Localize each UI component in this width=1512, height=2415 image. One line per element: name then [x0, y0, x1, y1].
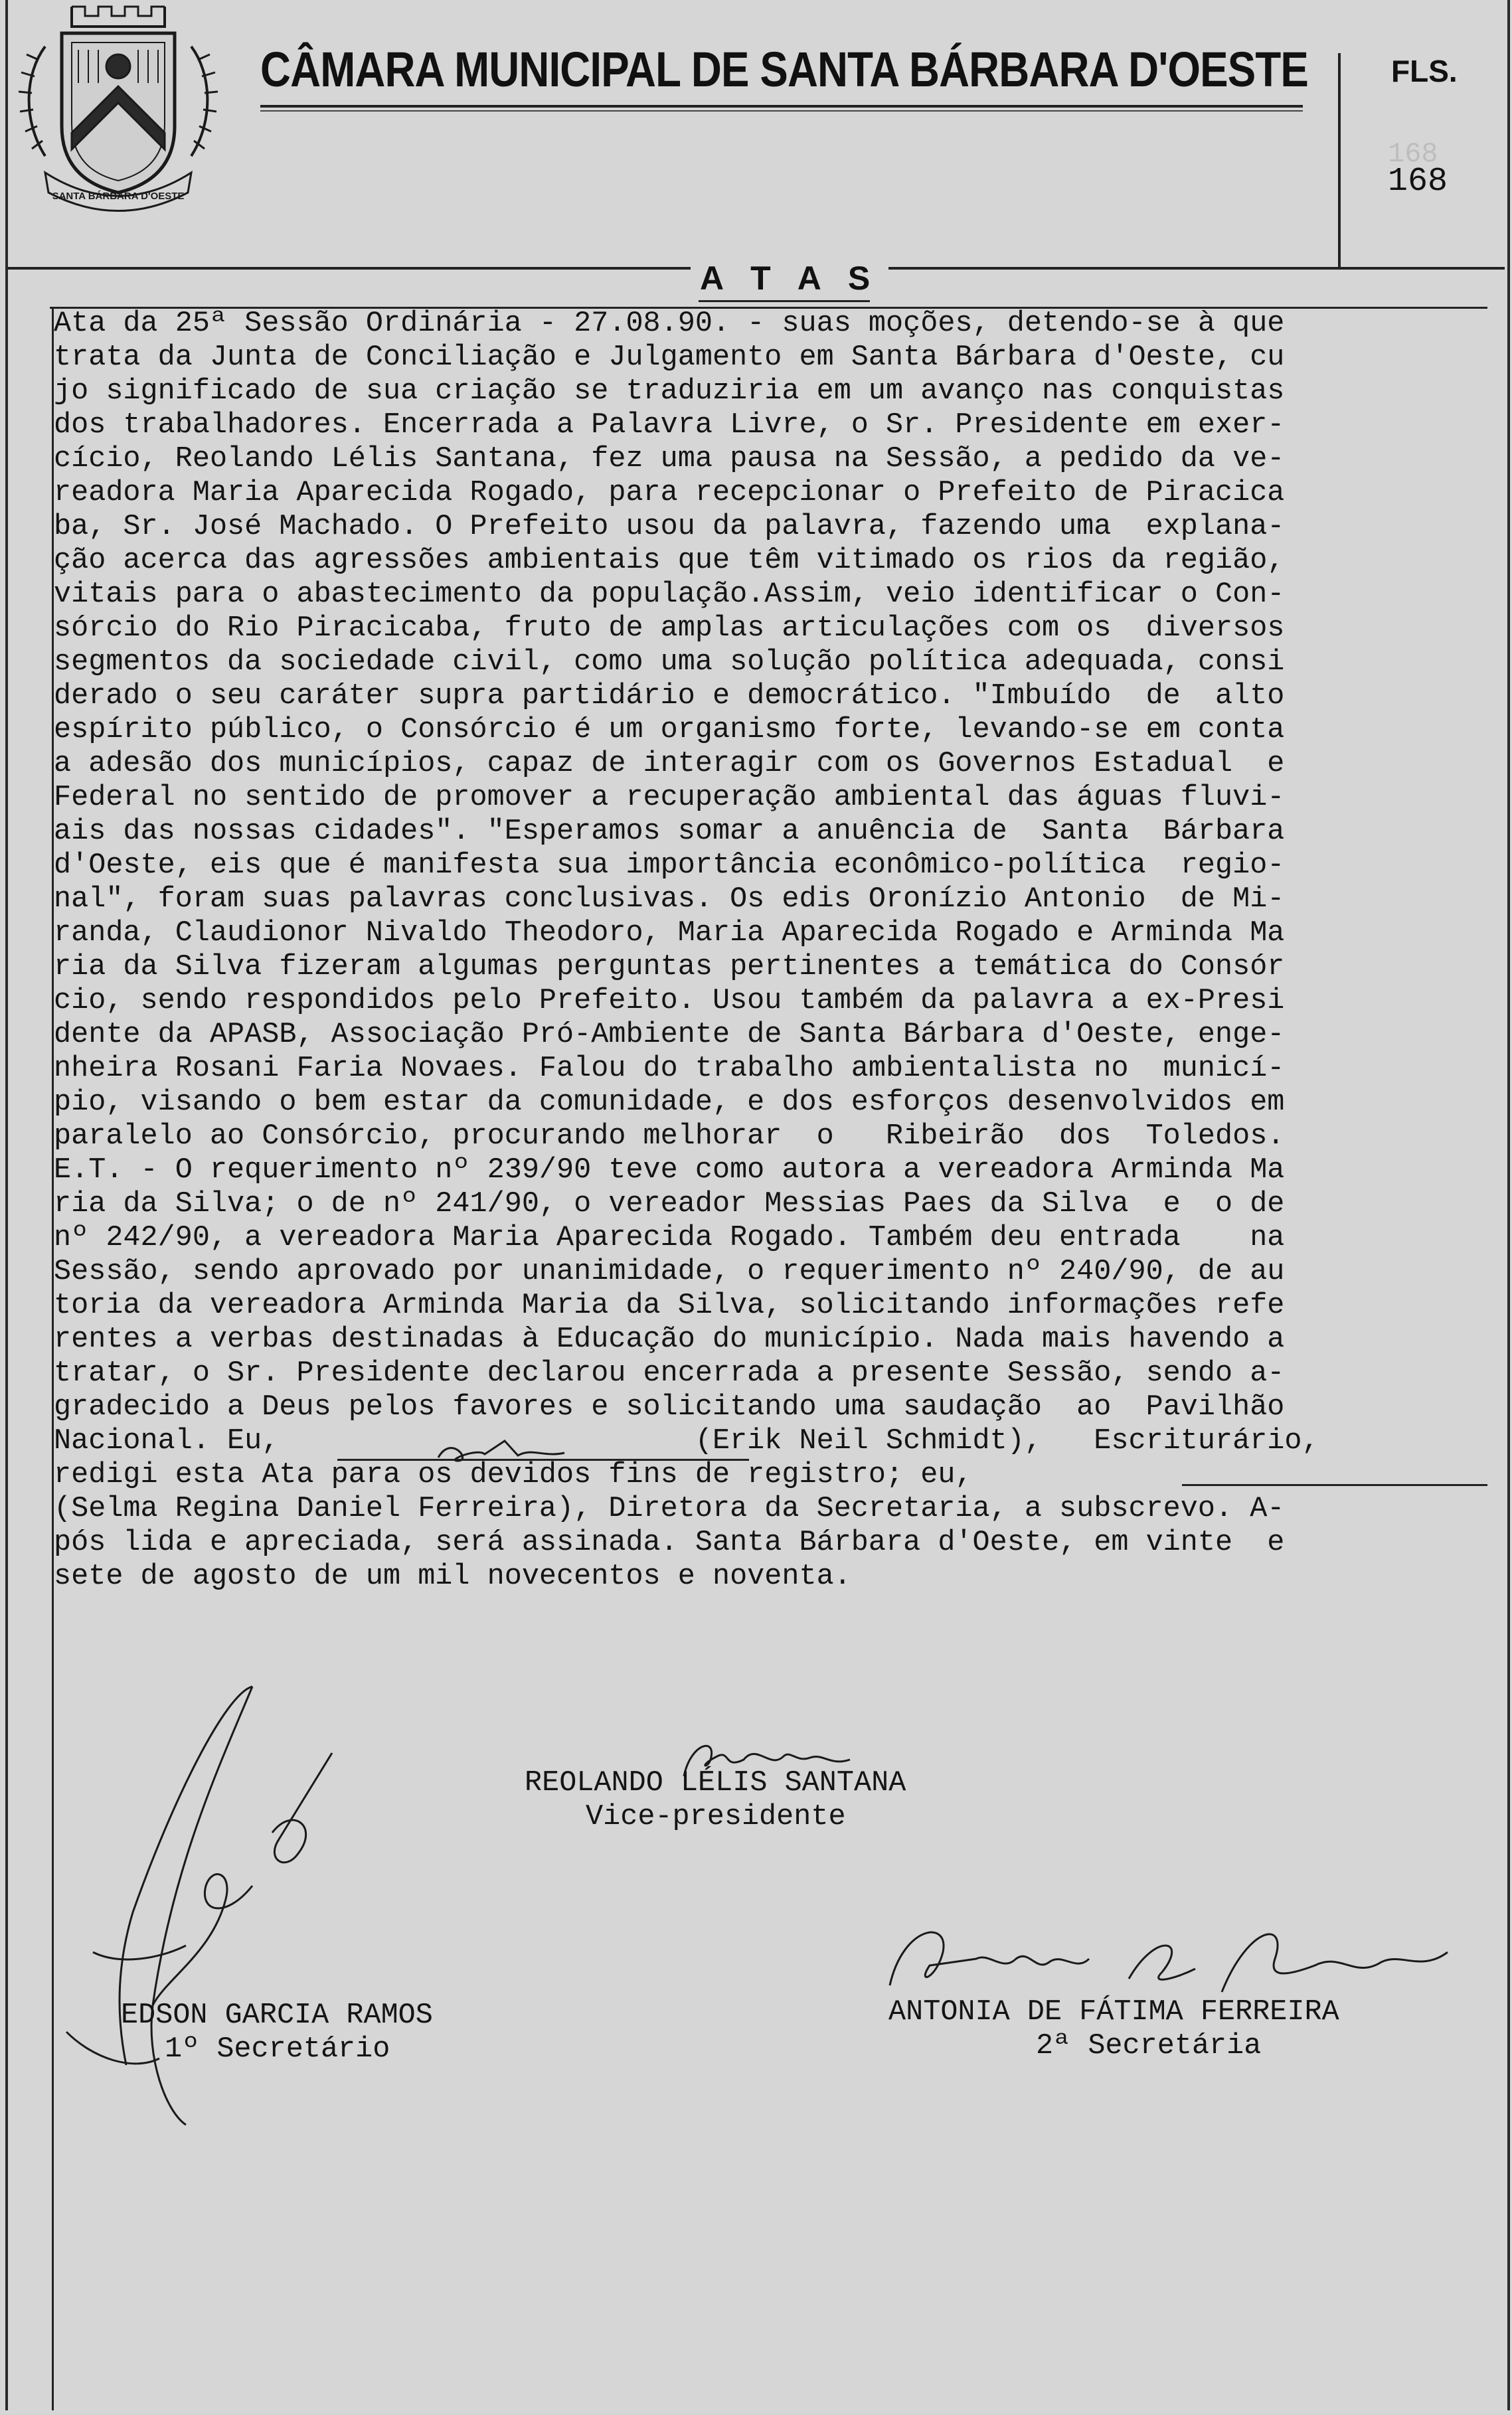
minutes-line: dos trabalhadores. Encerrada a Palavra Livre, o Sr. Presidente em exer-: [54, 409, 1285, 442]
folio-box-divider: [1338, 53, 1341, 267]
clerk-signature-icon: [432, 1428, 578, 1467]
minutes-line: E.T. - O requerimento nº 239/90 teve como autora a vereadora Arminda Ma: [54, 1154, 1285, 1187]
minutes-line: pio, visando o bem estar da comunidade, e dos esforços desenvolvidos em: [54, 1086, 1285, 1119]
header-rule-thin: [260, 110, 1303, 112]
minutes-line: dente da APASB, Associação Pró-Ambiente de Santa Bárbara d'Oeste, enge-: [54, 1019, 1285, 1051]
minutes-line: Nacional. Eu, (Erik Neil Schmidt), Escriturário,: [54, 1425, 1319, 1457]
minutes-line: d'Oeste, eis que é manifesta sua importância econômico-política regio-: [54, 849, 1285, 882]
minutes-line: Ata da 25ª Sessão Ordinária - 27.08.90. - suas moções, detendo-se à que: [54, 307, 1285, 340]
minutes-line: paralelo ao Consórcio, procurando melhorar o Ribeirão dos Toledos.: [54, 1120, 1285, 1153]
minutes-line: readora Maria Aparecida Rogado, para recepcionar o Prefeito de Piracica: [54, 477, 1285, 509]
director-signature-line: [1182, 1484, 1487, 1486]
first-secretary-role: 1º Secretário: [165, 2033, 390, 2066]
minutes-line: ais das nossas cidades". "Esperamos somar a anuência de Santa Bárbara: [54, 815, 1285, 848]
minutes-line: sete de agosto de um mil novecentos e noventa.: [54, 1560, 851, 1593]
minutes-line: nal", foram suas palavras conclusivas. Os edis Oronízio Antonio de Mi-: [54, 883, 1285, 916]
minutes-line: a adesão dos municípios, capaz de interagir com os Governos Estadual e: [54, 748, 1285, 780]
minutes-line: nº 242/90, a vereadora Maria Aparecida Rogado. Também deu entrada na: [54, 1222, 1285, 1254]
header-rule: [260, 105, 1303, 108]
minutes-line: trata da Junta de Conciliação e Julgamento em Santa Bárbara d'Oeste, cu: [54, 341, 1285, 374]
municipal-crest-icon: [19, 0, 218, 212]
minutes-line: cício, Reolando Lélis Santana, fez uma pausa na Sessão, a pedido da ve-: [54, 443, 1285, 475]
crest-ribbon-text: SANTA BÁRBARA D'OESTE: [52, 191, 185, 202]
second-secretary-role: 2ª Secretária: [1036, 2030, 1262, 2062]
minutes-line: cio, sendo respondidos pelo Prefeito. Usou também da palavra a ex-Presi: [54, 985, 1285, 1017]
minutes-line: Sessão, sendo aprovado por unanimidade, o requerimento nº 240/90, de au: [54, 1256, 1285, 1288]
minutes-line: derado o seu caráter supra partidário e democrático. "Imbuído de alto: [54, 680, 1285, 712]
minutes-line: jo significado de sua criação se traduziria em um avanço nas conquistas: [54, 375, 1285, 408]
minutes-line: segmentos da sociedade civil, como uma solução política adequada, consi: [54, 646, 1285, 679]
minutes-line: rentes a verbas destinadas à Educação do município. Nada mais havendo a: [54, 1323, 1285, 1356]
second-secretary-signature-icon: [877, 1912, 1474, 2005]
minutes-line: vitais para o abastecimento da população.Assim, veio identificar o Con-: [54, 578, 1285, 611]
text-frame-left-lower: [52, 1594, 54, 2410]
minutes-line: ba, Sr. José Machado. O Prefeito usou da palavra, fazendo uma explana-: [54, 511, 1285, 543]
minutes-line: nheira Rosani Faria Novaes. Falou do trabalho ambientalista no municí-: [54, 1052, 1285, 1085]
organization-name: CÂMARA MUNICIPAL DE SANTA BÁRBARA D'OESTE: [260, 42, 1308, 97]
minutes-line: Federal no sentido de promover a recuperação ambiental das águas fluvi-: [54, 782, 1285, 814]
second-secretary-name: ANTONIA DE FÁTIMA FERREIRA: [888, 1996, 1339, 2029]
minutes-line: ção acerca das agressões ambientais que têm vitimado os rios da região,: [54, 544, 1285, 577]
minutes-line: espírito público, o Consórcio é um organismo forte, levando-se em conta: [54, 714, 1285, 746]
minutes-line: tratar, o Sr. Presidente declarou encerrada a presente Sessão, sendo a-: [54, 1357, 1285, 1390]
president-role: Vice-presidente: [586, 1801, 846, 1833]
minutes-line: randa, Claudionor Nivaldo Theodoro, Maria Aparecida Rogado e Arminda Ma: [54, 917, 1285, 950]
folio-number: 168: [1388, 163, 1448, 201]
minutes-line: gradecido a Deus pelos favores e solicitando uma saudação ao Pavilhão: [54, 1391, 1285, 1424]
folio-label: FLS.: [1391, 54, 1458, 88]
section-title: A T A S: [691, 259, 888, 297]
section-title-underline: [699, 300, 870, 302]
minutes-line: ria da Silva fizeram algumas perguntas pertinentes a temática do Consór: [54, 951, 1285, 983]
minutes-line: sórcio do Rio Piracicaba, fruto de amplas articulações com os diversos: [54, 612, 1285, 645]
minutes-line: toria da vereadora Arminda Maria da Silva, solicitando informações refe: [54, 1290, 1285, 1322]
minutes-line: (Selma Regina Daniel Ferreira), Diretora da Secretaria, a subscrevo. A-: [54, 1493, 1285, 1525]
first-secretary-name: EDSON GARCIA RAMOS: [121, 1999, 433, 2032]
president-name: REOLANDO LÉLIS SANTANA: [525, 1767, 906, 1799]
minutes-line: ria da Silva; o de nº 241/90, o vereador Messias Paes da Silva e o de: [54, 1188, 1285, 1220]
minutes-text: [52, 307, 1488, 1594]
folio-number-bleed: 168: [1388, 138, 1438, 170]
minutes-line: pós lida e apreciada, será assinada. Santa Bárbara d'Oeste, em vinte e: [54, 1527, 1285, 1559]
minutes-line: redigi esta Ata para os devidos fins de registro; eu,: [54, 1459, 973, 1491]
